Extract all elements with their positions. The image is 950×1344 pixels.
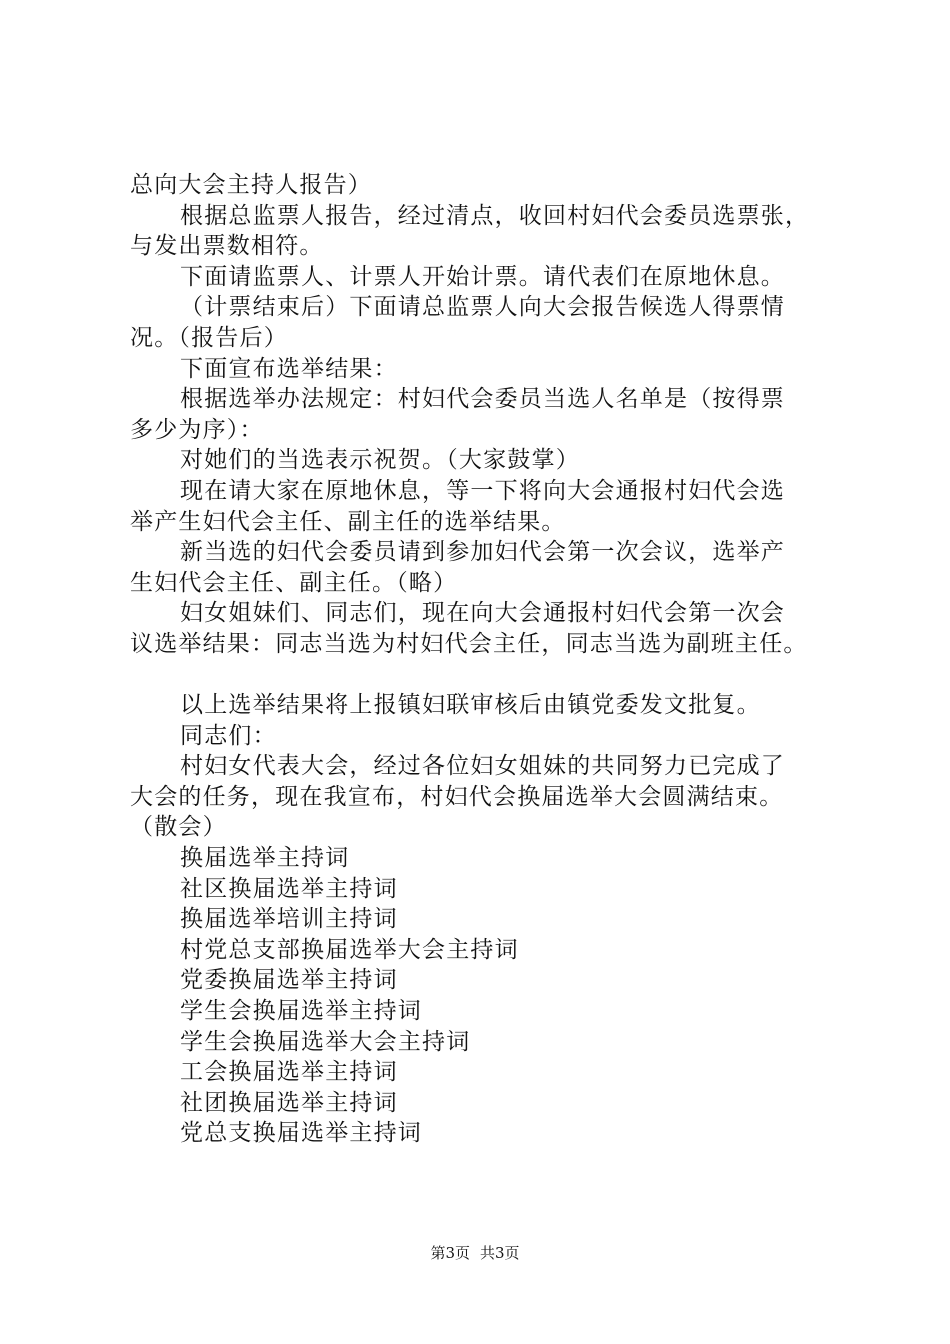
paragraph-line: 现在请大家在原地休息，等一下将向大会通报村妇代会选 xyxy=(180,477,785,504)
document-body xyxy=(130,170,850,1149)
paragraph-line: 根据选举办法规定：村妇代会委员当选人名单是（按得票 xyxy=(180,386,785,413)
paragraph-line: 多少为序）： xyxy=(130,416,264,443)
paragraph-line: 根据总监票人报告，经过清点，收回村妇代会委员选票张， xyxy=(180,202,810,229)
page-number: 第3页 xyxy=(430,1244,470,1262)
paragraph-line: 下面宣布选举结果： xyxy=(180,355,398,382)
paragraph-line: 举产生妇代会主任、副主任的选举结果。 xyxy=(130,508,566,535)
paragraph-line: 议选举结果：同志当选为村妇代会主任，同志当选为副班主任。 xyxy=(130,630,808,657)
paragraph-line: （散会） xyxy=(130,814,227,841)
paragraph-line: 妇女姐妹们、同志们，现在向大会通报村妇代会第一次会 xyxy=(180,600,785,627)
paragraph-line: 总向大会主持人报告） xyxy=(130,172,372,198)
related-title: 换届选举主持词 xyxy=(180,845,350,872)
paragraph-line: 与发出票数相符。 xyxy=(130,233,324,260)
related-title: 社团换届选举主持词 xyxy=(180,1089,398,1116)
page-total: 共3页 xyxy=(480,1244,520,1262)
paragraph-line: 新当选的妇代会委员请到参加妇代会第一次会议，选举产 xyxy=(180,539,785,566)
paragraph-line: 村妇女代表大会，经过各位妇女姐妹的共同努力已完成了 xyxy=(180,753,785,780)
paragraph-line: 同志们： xyxy=(180,722,277,749)
paragraph-line: 生妇代会主任、副主任。（略） xyxy=(130,569,458,596)
paragraph-line: 下面请监票人、计票人开始计票。请代表们在原地休息。 xyxy=(180,263,785,290)
paragraph-line: （计票结束后）下面请总监票人向大会报告候选人得票情 xyxy=(180,294,785,321)
related-title: 学生会换届选举主持词 xyxy=(180,998,422,1025)
paragraph-line: 以上选举结果将上报镇妇联审核后由镇党委发文批复。 xyxy=(180,692,761,719)
related-title: 换届选举培训主持词 xyxy=(180,906,398,933)
paragraph-line: 大会的任务，现在我宣布，村妇代会换届选举大会圆满结束。 xyxy=(130,783,784,810)
page-footer xyxy=(0,1243,950,1263)
related-title: 社区换届选举主持词 xyxy=(180,875,398,902)
paragraph-gap xyxy=(130,660,850,691)
related-title: 党委换届选举主持词 xyxy=(180,967,398,994)
related-title: 党总支换届选举主持词 xyxy=(180,1120,422,1147)
related-title: 工会换届选举主持词 xyxy=(180,1059,398,1086)
related-titles-list xyxy=(130,843,850,1149)
paragraph-line: 对她们的当选表示祝贺。（大家鼓掌） xyxy=(180,447,580,474)
related-title: 学生会换届选举大会主持词 xyxy=(180,1028,471,1055)
related-title: 村党总支部换届选举大会主持词 xyxy=(180,936,519,963)
paragraph-line: 况。（报告后） xyxy=(130,324,288,351)
